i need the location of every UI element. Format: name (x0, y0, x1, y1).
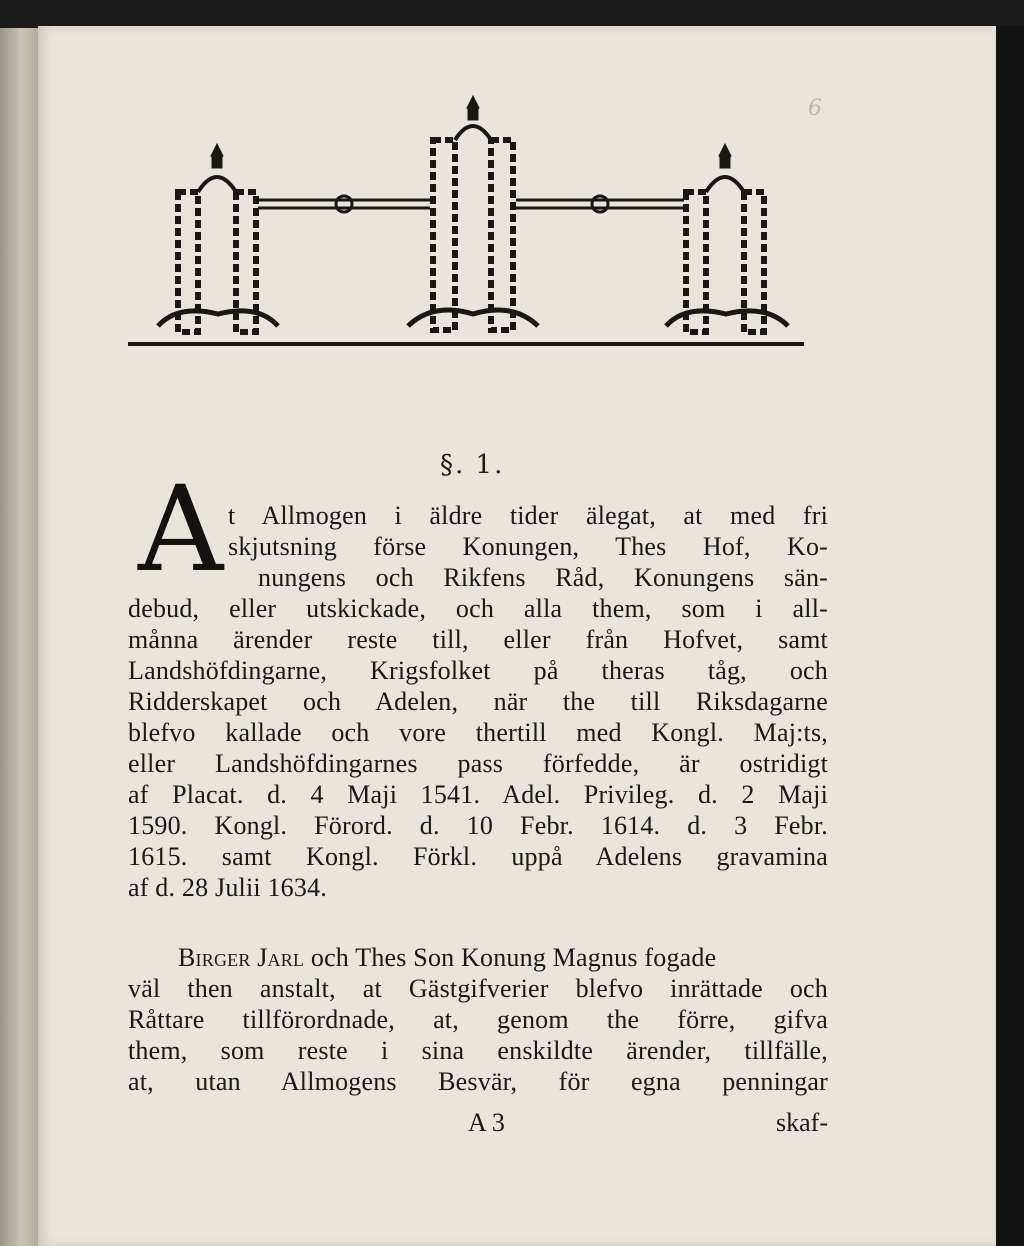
ornament-pillar-left (158, 144, 278, 332)
left-page-edge (0, 28, 38, 1246)
catchword: skaf- (776, 1108, 828, 1137)
ornament-garlands (258, 196, 684, 212)
page-footer (128, 1108, 828, 1142)
drop-capital: A (138, 460, 224, 598)
text-line: af Placat. d. 4 Maji 1541. Adel. Privileg. d. 2 Maji (128, 780, 828, 809)
text-line-lead (128, 942, 828, 973)
section-heading: §. 1. (440, 450, 505, 480)
horizontal-rule (128, 342, 804, 346)
text-line: månna ärender reste till, eller från Hofvet, samt (128, 625, 828, 654)
text-line: 1615. samt Kongl. Förkl. uppå Adelens gravamina (128, 842, 828, 871)
text-line: them, som reste i sina enskildte ärender, tillfälle, (128, 1036, 828, 1065)
text-line: skjutsning förse Konungen, Thes Hof, Ko- (228, 532, 828, 561)
paragraph-1 (128, 500, 828, 903)
ornament-pillar-right (666, 144, 788, 332)
ornament-pillar-center (408, 96, 538, 330)
text-line: Råttare tillförordnade, at, genom the förre, gifva (128, 1005, 828, 1034)
text-line: af d. 28 Julii 1634. (128, 873, 327, 902)
lead-rest: och Thes Son Konung Magnus fogade (304, 943, 717, 972)
paragraph-2 (128, 942, 828, 1097)
text-line: Ridderskapet och Adelen, när the till Riksdagarne (128, 687, 828, 716)
text-line: Landshöfdingarne, Krigsfolket på theras tåg, och (128, 656, 828, 685)
lead-name: Birger Jarl (178, 943, 305, 972)
signature-mark: A 3 (468, 1108, 505, 1137)
page-corner-mark: 6 (808, 96, 822, 121)
text-line: t Allmogen i äldre tider älegat, at med fri (228, 501, 828, 530)
headpiece-ornament (138, 92, 808, 352)
text-line: väl then anstalt, at Gästgifverier blefvo inrättade och (128, 974, 828, 1003)
text-line: 1590. Kongl. Förord. d. 10 Febr. 1614. d. 3 Febr. (128, 811, 828, 840)
text-line: blefvo kallade och vore thertill med Kongl. Maj:ts, (128, 718, 828, 747)
text-line: nungens och Rikfens Råd, Konungens sän- (258, 563, 828, 592)
text-line: at, utan Allmogens Besvär, för egna penningar (128, 1067, 828, 1096)
right-dark-edge (996, 26, 1024, 1246)
text-line: debud, eller utskickade, och alla them, som i all- (128, 594, 828, 623)
text-line: eller Landshöfdingarnes pass förfedde, är ostridigt (128, 749, 828, 778)
